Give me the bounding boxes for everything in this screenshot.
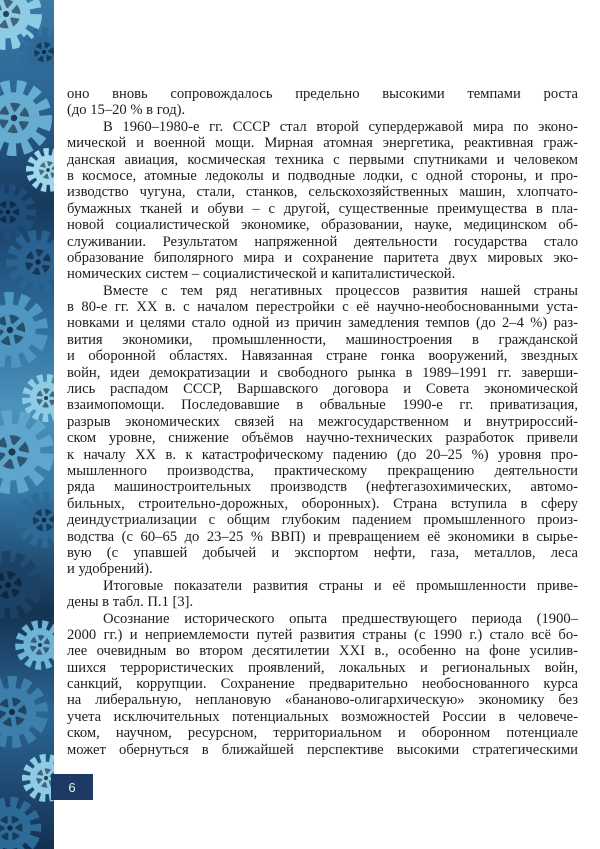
text-line: взаимопомощи. Последовавшие в обвальные 1990-е гг. приватизация, <box>67 397 578 414</box>
text-line: бумажных тканей и обуви – с другой, существенные преимущества в пла- <box>67 200 578 217</box>
text-line: В 1960–1980-е гг. СССР стал второй супердержавой мира по эконо- <box>103 118 578 135</box>
text-line: мической и военной мощи. Мирная атомная энергетика, реактивная граж- <box>67 135 578 152</box>
text-line: ском уровне, снижение объёмов научно-технических разработок привели <box>67 430 578 447</box>
text-line: лись распадом СССР, Варшавского договора и Совета экономической <box>67 381 578 398</box>
text-line: мышленного производства, практическому прекращению деятельности <box>67 462 578 479</box>
text-line: и удобрений). <box>67 561 153 578</box>
text-line: Вместе с тем ряд негативных процессов развития нашей страны <box>103 282 578 299</box>
text-line: в 80-е гг. XX в. с началом перестройки с её научно-необоснованными уста- <box>67 299 578 316</box>
page-number: 6 <box>68 779 76 795</box>
text-line: на либеральную, неплановую «бананово-олигархическую» экономику без <box>67 692 578 709</box>
text-line: шихся террористических проявлений, локальных и региональных войн, <box>67 659 578 676</box>
text-line: может обернуться в ближайшей перспективе высокими стратегическими <box>67 741 578 758</box>
text-line: дены в табл. П.1 [3]. <box>67 594 194 611</box>
text-line: бильных, строительно-дорожных, оборонных). Страна вступила в сферу <box>67 495 578 512</box>
paragraph <box>67 86 578 119</box>
text-line: к началу XX в. к катастрофическому падению (до 20–25 %) уровня про- <box>67 446 578 463</box>
gears-collage-image <box>0 0 54 849</box>
text-line: новками и целями стало одной из причин замедления темпов (до 2–4 %) раз- <box>67 315 578 332</box>
paragraph <box>67 611 578 759</box>
text-line: ряда машиностроительных производств (нефтегазохимических, автомо- <box>67 479 578 496</box>
text-line: изводство чугуна, стали, станков, сельскохозяйственных машин, хлопчато- <box>67 184 578 201</box>
paragraph <box>67 283 578 578</box>
text-line: вития экономики, промышленности, машиностроения в гражданской <box>67 331 578 348</box>
text-line: и оборонной областях. Навязанная стране гонка вооружений, звездных <box>67 348 578 365</box>
text-line: учета исключительных потенциальных возможностей России в человече- <box>67 708 578 725</box>
text-line: водства (с 60–65 до 23–25 % ВВП) и превращением её экономики в сырье- <box>67 528 578 545</box>
text-line: Осознание исторического опыта предшествующего периода (1900– <box>103 610 578 627</box>
text-line: разрыв экономических связей на межгосударственном и внутрироссий- <box>67 413 578 430</box>
text-line: в космосе, атомные ледоколы и подводные лодки, с одной стороны, и про- <box>67 167 578 184</box>
text-line: Итоговые показатели развития страны и её промышленности приве- <box>103 577 578 594</box>
text-line: ском, научном, ресурсном, территориальном и оборонном потенциале <box>67 725 578 742</box>
text-line: деиндустриализации с общим глубоким падением промышленного произ- <box>67 512 578 529</box>
text-line: новой социалистической экономике, образовании, науке, медицинском об- <box>67 217 578 234</box>
paragraph <box>67 119 578 283</box>
text-line: (до 15–20 % в год). <box>67 102 186 119</box>
text-line: лее очевидным во втором десятилетии XXI в., особенно на фоне усилив- <box>67 643 578 660</box>
gears-ornament-strip <box>0 0 54 849</box>
text-line: войн, идеи демократизации и свободного рынка в 1989–1991 гг. заверши- <box>67 364 578 381</box>
text-line: санкций, коррупции. Сохранение предварительно необоснованного курса <box>67 676 578 693</box>
text-line: номических систем – социалистической и капиталистической. <box>67 266 456 283</box>
text-line: вую (с упавшей добычей и экспортом нефти, газа, металлов, леса <box>67 544 578 561</box>
text-line: 2000 гг.) и неприемлемости путей развития страны (с 1990 г.) стало всё бо- <box>67 626 578 643</box>
page-text <box>67 86 578 758</box>
text-line: данская авиация, космическая техника с первыми спутниками и человеком <box>67 151 578 168</box>
paragraph <box>67 578 578 611</box>
text-line: образование биполярного мира и сохранение паритета двух мировых эко- <box>67 249 578 266</box>
page-number-badge <box>51 774 93 800</box>
text-line: служивании. Результатом напряженной деятельности государства стало <box>67 233 578 250</box>
gear-icon <box>0 0 54 849</box>
text-line: оно вновь сопровождалось предельно высокими темпами роста <box>67 86 578 102</box>
